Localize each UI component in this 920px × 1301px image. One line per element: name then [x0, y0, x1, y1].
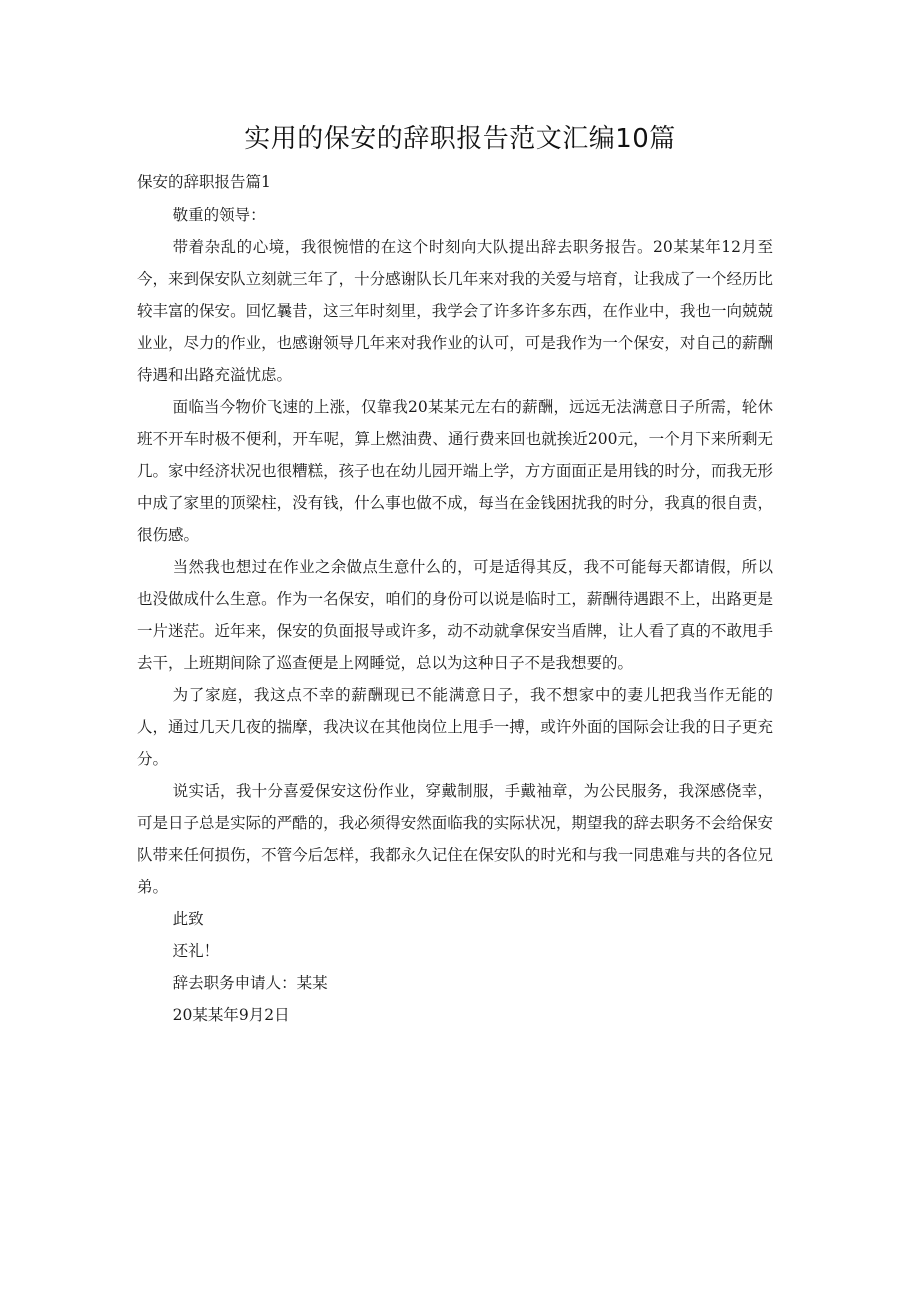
salutation: 敬重的领导： [172, 206, 266, 224]
date: 20某某年9月2日 [172, 1006, 290, 1024]
paragraph: 带着杂乱的心境，我很惋惜的在这个时刻向大队提出辞去职务报告。20某某年12月至今，来到保安队立刻就三年了，十分感谢队长几年来对我的关爱与培育，让我成了一个经历比较丰富的保安。回忆曩昔，这三年时刻里，我学会了许多许多东西，在作业中，我也一向兢兢业业，尽力的作业，也感谢领导几年来对我作业的认可，可是我作为一个保安，对自己的薪酬待遇和出路充溢忧虑。 [137, 238, 773, 384]
applicant-signature: 辞去职务申请人：某某 [172, 974, 328, 992]
document-title: 实用的保安的辞职报告范文汇编10篇 [244, 124, 676, 154]
paragraph: 说实话，我十分喜爱保安这份作业，穿戴制服，手戴袖章，为公民服务，我深感侥幸，可是日子总是实际的严酷的，我必须得安然面临我的实际状况，期望我的辞去职务不会给保安队带来任何损伤，不管今后怎样，我都永久记住在保安队的时光和与我一同患难与共的各位兄弟。 [137, 782, 773, 896]
regards: 还礼！ [172, 942, 220, 960]
paragraph: 当然我也想过在作业之余做点生意什么的，可是适得其反，我不可能每天都请假，所以也没做成什么生意。作为一名保安，咱们的身份可以说是临时工，薪酬待遇跟不上，出路更是一片迷茫。近年来，保安的负面报导或许多，动不动就拿保安当盾牌，让人看了真的不敢甩手去干，上班期间除了巡查便是上网睡觉，总以为这种日子不是我想要的。 [137, 558, 773, 672]
section-heading: 保安的辞职报告篇1 [137, 173, 271, 191]
paragraph: 为了家庭，我这点不幸的薪酬现已不能满意日子，我不想家中的妻儿把我当作无能的人，通过几天几夜的揣摩，我决议在其他岗位上甩手一搏，或许外面的国际会让我的日子更充分。 [137, 686, 773, 768]
document-body [137, 199, 773, 1031]
paragraph: 面临当今物价飞速的上涨，仅靠我20某某元左右的薪酬，远远无法满意日子所需，轮休班不开车时极不便利，开车呢，算上燃油费、通行费来回也就挨近200元，一个月下来所剩无几。家中经济状况也很糟糕，孩子也在幼儿园开端上学，方方面面正是用钱的时分，而我无形中成了家里的顶梁柱，没有钱，什么事也做不成，每当在金钱困扰我的时分，我真的很自责，很伤感。 [137, 398, 773, 544]
closing: 此致 [172, 910, 204, 928]
